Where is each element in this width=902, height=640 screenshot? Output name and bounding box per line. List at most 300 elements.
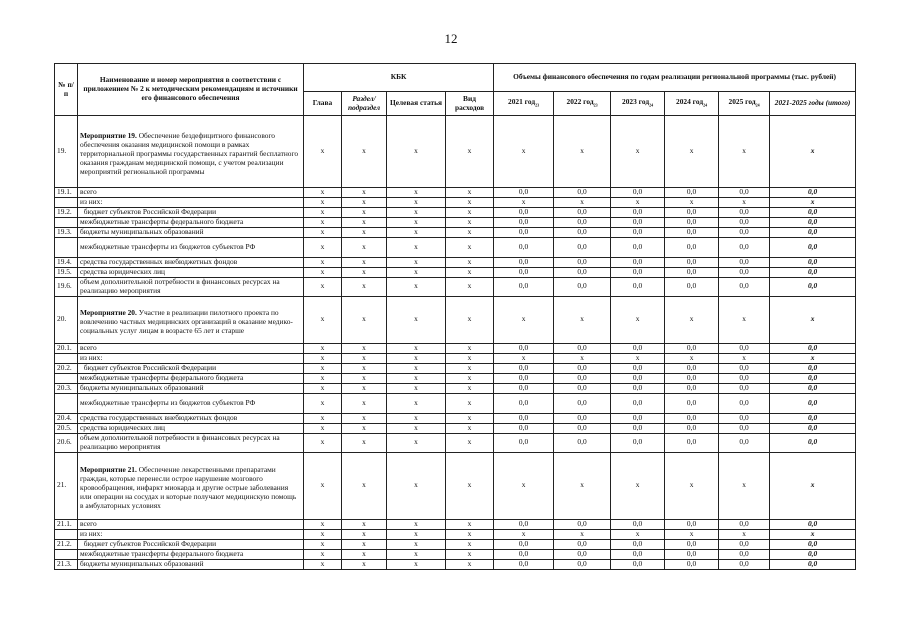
kbk-cell: х <box>304 208 342 218</box>
funding-source-label: средства государственных внебюджетных фондов <box>80 412 238 422</box>
table-row <box>55 258 856 268</box>
row-number: 19.3. <box>55 228 78 238</box>
funding-source <box>78 383 304 393</box>
kbk-cell: х <box>446 296 494 343</box>
event-title <box>78 296 304 343</box>
year-value-cell: х <box>611 529 665 539</box>
table-row <box>55 519 856 529</box>
kbk-cell: х <box>387 228 446 238</box>
year-value-cell: 0,0 <box>719 539 770 549</box>
funding-source-label: бюджеты муниципальных образований <box>80 382 204 392</box>
year-value-cell: 0,0 <box>494 343 554 353</box>
year-value-cell: 0,0 <box>554 549 611 559</box>
year-value-cell: 0,0 <box>494 208 554 218</box>
funding-source-label: средства юридических лиц <box>80 422 165 432</box>
year-value-cell: х <box>554 353 611 363</box>
table-row <box>55 413 856 423</box>
header-year-2025: 2025 год$_{24}$ <box>719 92 770 116</box>
year-value-cell: 0,0 <box>665 383 719 393</box>
kbk-cell: х <box>342 238 387 258</box>
row-number: 20.2. <box>55 363 78 373</box>
year-value-cell: 0,0 <box>719 413 770 423</box>
total-cell: х <box>770 353 856 363</box>
year-value-cell: х <box>665 116 719 188</box>
kbk-cell: х <box>304 519 342 529</box>
funding-source <box>78 238 304 258</box>
year-value-cell: 0,0 <box>554 208 611 218</box>
year-value-cell: 0,0 <box>494 218 554 228</box>
kbk-cell: х <box>304 188 342 198</box>
row-number: 21.1. <box>55 519 78 529</box>
year-value-cell: 0,0 <box>494 238 554 258</box>
total-cell: 0,0 <box>770 268 856 278</box>
funding-source-label: бюджеты муниципальных образований <box>80 558 204 568</box>
row-number <box>55 353 78 363</box>
total-cell: 0,0 <box>770 343 856 353</box>
funding-source <box>78 423 304 433</box>
table-row <box>55 208 856 218</box>
kbk-cell: х <box>387 343 446 353</box>
funding-source-label: из них: <box>80 197 103 207</box>
year-value-cell: 0,0 <box>665 539 719 549</box>
kbk-cell: х <box>446 188 494 198</box>
year-value-cell: х <box>719 353 770 363</box>
year-value-cell: х <box>719 452 770 519</box>
funding-source-label: всего <box>80 187 97 197</box>
year-value-cell: 0,0 <box>665 423 719 433</box>
year-value-cell: 0,0 <box>719 559 770 569</box>
kbk-cell: х <box>342 539 387 549</box>
row-number: 20. <box>55 296 78 343</box>
header-year-2023: 2023 год$_{24}$ <box>611 92 665 116</box>
header-year-2024: 2024 год$_{24}$ <box>665 92 719 116</box>
year-value-cell: х <box>665 452 719 519</box>
kbk-cell: х <box>342 268 387 278</box>
total-cell: 0,0 <box>770 393 856 413</box>
year-value-cell: 0,0 <box>611 393 665 413</box>
row-number: 20.5. <box>55 423 78 433</box>
total-cell: 0,0 <box>770 238 856 258</box>
kbk-cell: х <box>342 519 387 529</box>
funding-source-label: объем дополнительной потребности в финансовых ресурсах на реализацию мероприятия <box>80 432 282 451</box>
year-value-cell: 0,0 <box>494 433 554 452</box>
table-row <box>55 452 856 519</box>
total-cell: 0,0 <box>770 549 856 559</box>
row-number: 21. <box>55 452 78 519</box>
year-value-cell: 0,0 <box>719 373 770 383</box>
total-cell: 0,0 <box>770 559 856 569</box>
kbk-cell: х <box>446 529 494 539</box>
year-value-cell: х <box>494 353 554 363</box>
row-number <box>55 218 78 228</box>
table-row <box>55 343 856 353</box>
kbk-cell: х <box>446 363 494 373</box>
kbk-cell: х <box>304 433 342 452</box>
total-cell: 0,0 <box>770 433 856 452</box>
year-value-cell: 0,0 <box>665 268 719 278</box>
total-cell: х <box>770 198 856 208</box>
event-label: Мероприятие 19. <box>80 131 137 141</box>
funding-source-label: объем дополнительной потребности в финансовых ресурсах на реализацию мероприятия <box>80 277 282 295</box>
kbk-cell: х <box>446 452 494 519</box>
year-value-cell: 0,0 <box>665 373 719 383</box>
year-value-cell: 0,0 <box>611 188 665 198</box>
total-cell: х <box>770 529 856 539</box>
year-value-cell: 0,0 <box>665 363 719 373</box>
kbk-cell: х <box>446 423 494 433</box>
row-number: 19.1. <box>55 188 78 198</box>
funding-source-label: всего <box>80 518 97 528</box>
year-value-cell: х <box>611 198 665 208</box>
total-cell: 0,0 <box>770 373 856 383</box>
year-value-cell: 0,0 <box>719 208 770 218</box>
table-row <box>55 218 856 228</box>
table-row <box>55 188 856 198</box>
year-value-cell: 0,0 <box>719 549 770 559</box>
event-description: Обеспечение лекарственными препаратами граждан, которые перенесли острое нарушение мозгового кровообращения, инфаркт миокарда и другие острые заболевания или операции на сосудах и которые получают медицинскую помощь в амбулаторных условиях <box>80 465 297 510</box>
total-cell: х <box>770 452 856 519</box>
row-number <box>55 529 78 539</box>
funding-source <box>78 278 304 297</box>
kbk-cell: х <box>342 373 387 383</box>
kbk-cell: х <box>304 559 342 569</box>
funding-source <box>78 268 304 278</box>
funding-source-label: межбюджетные трансферты федерального бюджета <box>80 217 244 227</box>
year-value-cell: х <box>611 353 665 363</box>
year-value-cell: 0,0 <box>665 343 719 353</box>
year-value-cell: 0,0 <box>554 188 611 198</box>
year-value-cell: х <box>554 296 611 343</box>
year-value-cell: 0,0 <box>611 433 665 452</box>
table-row <box>55 296 856 343</box>
year-value-cell: 0,0 <box>494 188 554 198</box>
kbk-cell: х <box>342 258 387 268</box>
row-number: 20.6. <box>55 433 78 452</box>
kbk-cell: х <box>342 116 387 188</box>
total-cell: 0,0 <box>770 188 856 198</box>
year-value-cell: 0,0 <box>554 278 611 297</box>
row-number: 19. <box>55 116 78 188</box>
year-value-cell: х <box>494 296 554 343</box>
year-value-cell: 0,0 <box>719 363 770 373</box>
kbk-cell: х <box>304 373 342 383</box>
year-value-cell: 0,0 <box>554 238 611 258</box>
kbk-cell: х <box>387 258 446 268</box>
kbk-cell: х <box>387 278 446 297</box>
funding-source-label: межбюджетные трансферты из бюджетов субъектов РФ <box>80 242 256 252</box>
year-value-cell: 0,0 <box>554 393 611 413</box>
total-cell: 0,0 <box>770 519 856 529</box>
year-value-cell: 0,0 <box>611 383 665 393</box>
row-number: 20.3. <box>55 383 78 393</box>
year-value-cell: х <box>719 296 770 343</box>
funding-source <box>78 559 304 569</box>
year-value-cell: 0,0 <box>719 423 770 433</box>
event-label: Мероприятие 21. <box>80 465 137 475</box>
year-value-cell: х <box>494 198 554 208</box>
kbk-cell: х <box>342 353 387 363</box>
year-value-cell: 0,0 <box>554 423 611 433</box>
kbk-cell: х <box>387 296 446 343</box>
kbk-cell: х <box>446 208 494 218</box>
year-value-cell: 0,0 <box>554 433 611 452</box>
year-value-cell: х <box>719 116 770 188</box>
kbk-cell: х <box>304 383 342 393</box>
kbk-cell: х <box>342 218 387 228</box>
funding-source <box>78 393 304 413</box>
year-value-cell: 0,0 <box>554 343 611 353</box>
kbk-cell: х <box>342 423 387 433</box>
year-value-cell: 0,0 <box>494 519 554 529</box>
kbk-cell: х <box>446 228 494 238</box>
year-value-cell: 0,0 <box>494 278 554 297</box>
year-value-cell: 0,0 <box>611 539 665 549</box>
year-value-cell: х <box>665 198 719 208</box>
row-number: 20.1. <box>55 343 78 353</box>
year-value-cell: 0,0 <box>665 238 719 258</box>
kbk-cell: х <box>304 452 342 519</box>
kbk-cell: х <box>387 208 446 218</box>
funding-source <box>78 188 304 198</box>
funding-source <box>78 539 304 549</box>
year-value-cell: 0,0 <box>611 208 665 218</box>
total-cell: 0,0 <box>770 228 856 238</box>
kbk-cell: х <box>342 188 387 198</box>
year-value-cell: х <box>554 198 611 208</box>
year-value-cell: 0,0 <box>665 218 719 228</box>
kbk-cell: х <box>342 433 387 452</box>
kbk-cell: х <box>387 363 446 373</box>
header-vid: Вид расходов <box>446 92 494 116</box>
row-number <box>55 549 78 559</box>
total-cell: 0,0 <box>770 208 856 218</box>
kbk-cell: х <box>446 218 494 228</box>
funding-source <box>78 258 304 268</box>
year-value-cell: 0,0 <box>665 559 719 569</box>
kbk-cell: х <box>446 343 494 353</box>
year-value-cell: 0,0 <box>494 539 554 549</box>
table-row <box>55 228 856 238</box>
table-row <box>55 529 856 539</box>
year-value-cell: 0,0 <box>494 383 554 393</box>
year-value-cell: 0,0 <box>719 268 770 278</box>
table-row <box>55 383 856 393</box>
kbk-cell: х <box>446 238 494 258</box>
funding-source-label: межбюджетные трансферты из бюджетов субъектов РФ <box>80 397 256 407</box>
total-cell: х <box>770 116 856 188</box>
year-value-cell: 0,0 <box>611 218 665 228</box>
year-value-cell: 0,0 <box>554 519 611 529</box>
year-value-cell: 0,0 <box>611 519 665 529</box>
kbk-cell: х <box>446 393 494 413</box>
table-row <box>55 278 856 297</box>
kbk-cell: х <box>446 268 494 278</box>
year-value-cell: 0,0 <box>665 278 719 297</box>
kbk-cell: х <box>342 198 387 208</box>
year-value-cell: 0,0 <box>665 208 719 218</box>
year-value-cell: 0,0 <box>611 423 665 433</box>
row-number <box>55 198 78 208</box>
year-value-cell: х <box>554 529 611 539</box>
kbk-cell: х <box>446 116 494 188</box>
year-value-cell: 0,0 <box>665 228 719 238</box>
year-value-cell: 0,0 <box>719 519 770 529</box>
row-number <box>55 238 78 258</box>
year-value-cell: 0,0 <box>719 188 770 198</box>
row-number <box>55 373 78 383</box>
row-number <box>55 393 78 413</box>
year-value-cell: 0,0 <box>719 278 770 297</box>
year-value-cell: х <box>554 116 611 188</box>
header-glava: Глава <box>304 92 342 116</box>
year-value-cell: 0,0 <box>611 258 665 268</box>
kbk-cell: х <box>387 549 446 559</box>
kbk-cell: х <box>304 278 342 297</box>
header-total: 2021-2025 годы (итого) <box>770 92 856 116</box>
table-row <box>55 393 856 413</box>
kbk-cell: х <box>304 413 342 423</box>
row-number: 19.2. <box>55 208 78 218</box>
year-value-cell: 0,0 <box>554 268 611 278</box>
header-volumes: Объемы финансового обеспечения по годам реализации региональной программы (тыс. рублей) <box>494 64 856 92</box>
funding-source <box>78 529 304 539</box>
year-value-cell: 0,0 <box>554 218 611 228</box>
kbk-cell: х <box>387 238 446 258</box>
year-value-cell: 0,0 <box>719 393 770 413</box>
header-year-2022: 2022 год$_{23}$ <box>554 92 611 116</box>
funding-source-label: средства государственных внебюджетных фондов <box>80 257 238 267</box>
kbk-cell: х <box>387 529 446 539</box>
year-value-cell: х <box>611 296 665 343</box>
year-value-cell: х <box>719 529 770 539</box>
year-value-cell: 0,0 <box>554 539 611 549</box>
kbk-cell: х <box>446 559 494 569</box>
total-cell: х <box>770 296 856 343</box>
kbk-cell: х <box>446 433 494 452</box>
kbk-cell: х <box>304 228 342 238</box>
kbk-cell: х <box>446 353 494 363</box>
year-value-cell: 0,0 <box>611 268 665 278</box>
total-cell: 0,0 <box>770 413 856 423</box>
event-description: Обеспечение бездефицитного финансового обеспечения оказания медицинской помощи в рамках территориальной программы государственных гарантий бесплатного оказания гражданам медицинской помощи, с учетом реализации мероприятий региональной программы <box>80 131 299 176</box>
kbk-cell: х <box>387 198 446 208</box>
table-row <box>55 238 856 258</box>
year-value-cell: 0,0 <box>494 268 554 278</box>
kbk-cell: х <box>342 278 387 297</box>
kbk-cell: х <box>387 383 446 393</box>
table-row <box>55 363 856 373</box>
kbk-cell: х <box>387 413 446 423</box>
year-value-cell: 0,0 <box>611 549 665 559</box>
funding-source <box>78 373 304 383</box>
kbk-cell: х <box>304 539 342 549</box>
kbk-cell: х <box>342 413 387 423</box>
kbk-cell: х <box>342 383 387 393</box>
kbk-cell: х <box>342 228 387 238</box>
year-value-cell: 0,0 <box>494 413 554 423</box>
kbk-cell: х <box>342 343 387 353</box>
year-value-cell: 0,0 <box>719 218 770 228</box>
table-row <box>55 549 856 559</box>
kbk-cell: х <box>387 218 446 228</box>
kbk-cell: х <box>446 373 494 383</box>
header-statya: Целевая статья <box>387 92 446 116</box>
kbk-cell: х <box>387 373 446 383</box>
total-cell: 0,0 <box>770 383 856 393</box>
year-value-cell: 0,0 <box>554 559 611 569</box>
header-razdel: Раздел/ подраздел <box>342 92 387 116</box>
kbk-cell: х <box>446 413 494 423</box>
year-value-cell: 0,0 <box>554 363 611 373</box>
kbk-cell: х <box>387 353 446 363</box>
kbk-cell: х <box>304 549 342 559</box>
year-value-cell: 0,0 <box>494 393 554 413</box>
funding-source <box>78 363 304 373</box>
funding-source-label: из них: <box>80 528 103 538</box>
year-value-cell: 0,0 <box>665 258 719 268</box>
row-number: 21.3. <box>55 559 78 569</box>
year-value-cell: 0,0 <box>494 423 554 433</box>
table-row <box>55 353 856 363</box>
year-value-cell: 0,0 <box>611 343 665 353</box>
year-value-cell: 0,0 <box>611 238 665 258</box>
funding-source-label: бюджет субъектов Российской Федерации <box>80 362 217 372</box>
year-value-cell: 0,0 <box>665 393 719 413</box>
year-value-cell: 0,0 <box>494 228 554 238</box>
year-value-cell: 0,0 <box>554 413 611 423</box>
kbk-cell: х <box>387 423 446 433</box>
year-value-cell: 0,0 <box>494 373 554 383</box>
kbk-cell: х <box>387 433 446 452</box>
table-row <box>55 433 856 452</box>
year-value-cell: 0,0 <box>611 559 665 569</box>
table-header <box>55 64 856 116</box>
year-value-cell: 0,0 <box>554 258 611 268</box>
kbk-cell: х <box>446 519 494 529</box>
kbk-cell: х <box>446 198 494 208</box>
kbk-cell: х <box>304 238 342 258</box>
year-value-cell: 0,0 <box>719 238 770 258</box>
kbk-cell: х <box>446 539 494 549</box>
year-value-cell: 0,0 <box>719 383 770 393</box>
funding-source <box>78 519 304 529</box>
event-title <box>78 452 304 519</box>
kbk-cell: х <box>304 268 342 278</box>
kbk-cell: х <box>304 393 342 413</box>
year-value-cell: х <box>665 529 719 539</box>
table-row <box>55 268 856 278</box>
header-num: № п/п <box>55 64 78 116</box>
row-number: 19.4. <box>55 258 78 268</box>
kbk-cell: х <box>304 353 342 363</box>
kbk-cell: х <box>387 188 446 198</box>
funding-source <box>78 208 304 218</box>
table-row <box>55 116 856 188</box>
year-value-cell: х <box>611 452 665 519</box>
kbk-cell: х <box>304 296 342 343</box>
year-value-cell: 0,0 <box>719 343 770 353</box>
funding-source <box>78 549 304 559</box>
kbk-cell: х <box>304 258 342 268</box>
year-value-cell: 0,0 <box>494 549 554 559</box>
kbk-cell: х <box>446 549 494 559</box>
year-value-cell: х <box>665 296 719 343</box>
kbk-cell: х <box>387 539 446 549</box>
funding-source-label: всего <box>80 342 97 352</box>
funding-source <box>78 353 304 363</box>
kbk-cell: х <box>304 529 342 539</box>
year-value-cell: 0,0 <box>611 278 665 297</box>
